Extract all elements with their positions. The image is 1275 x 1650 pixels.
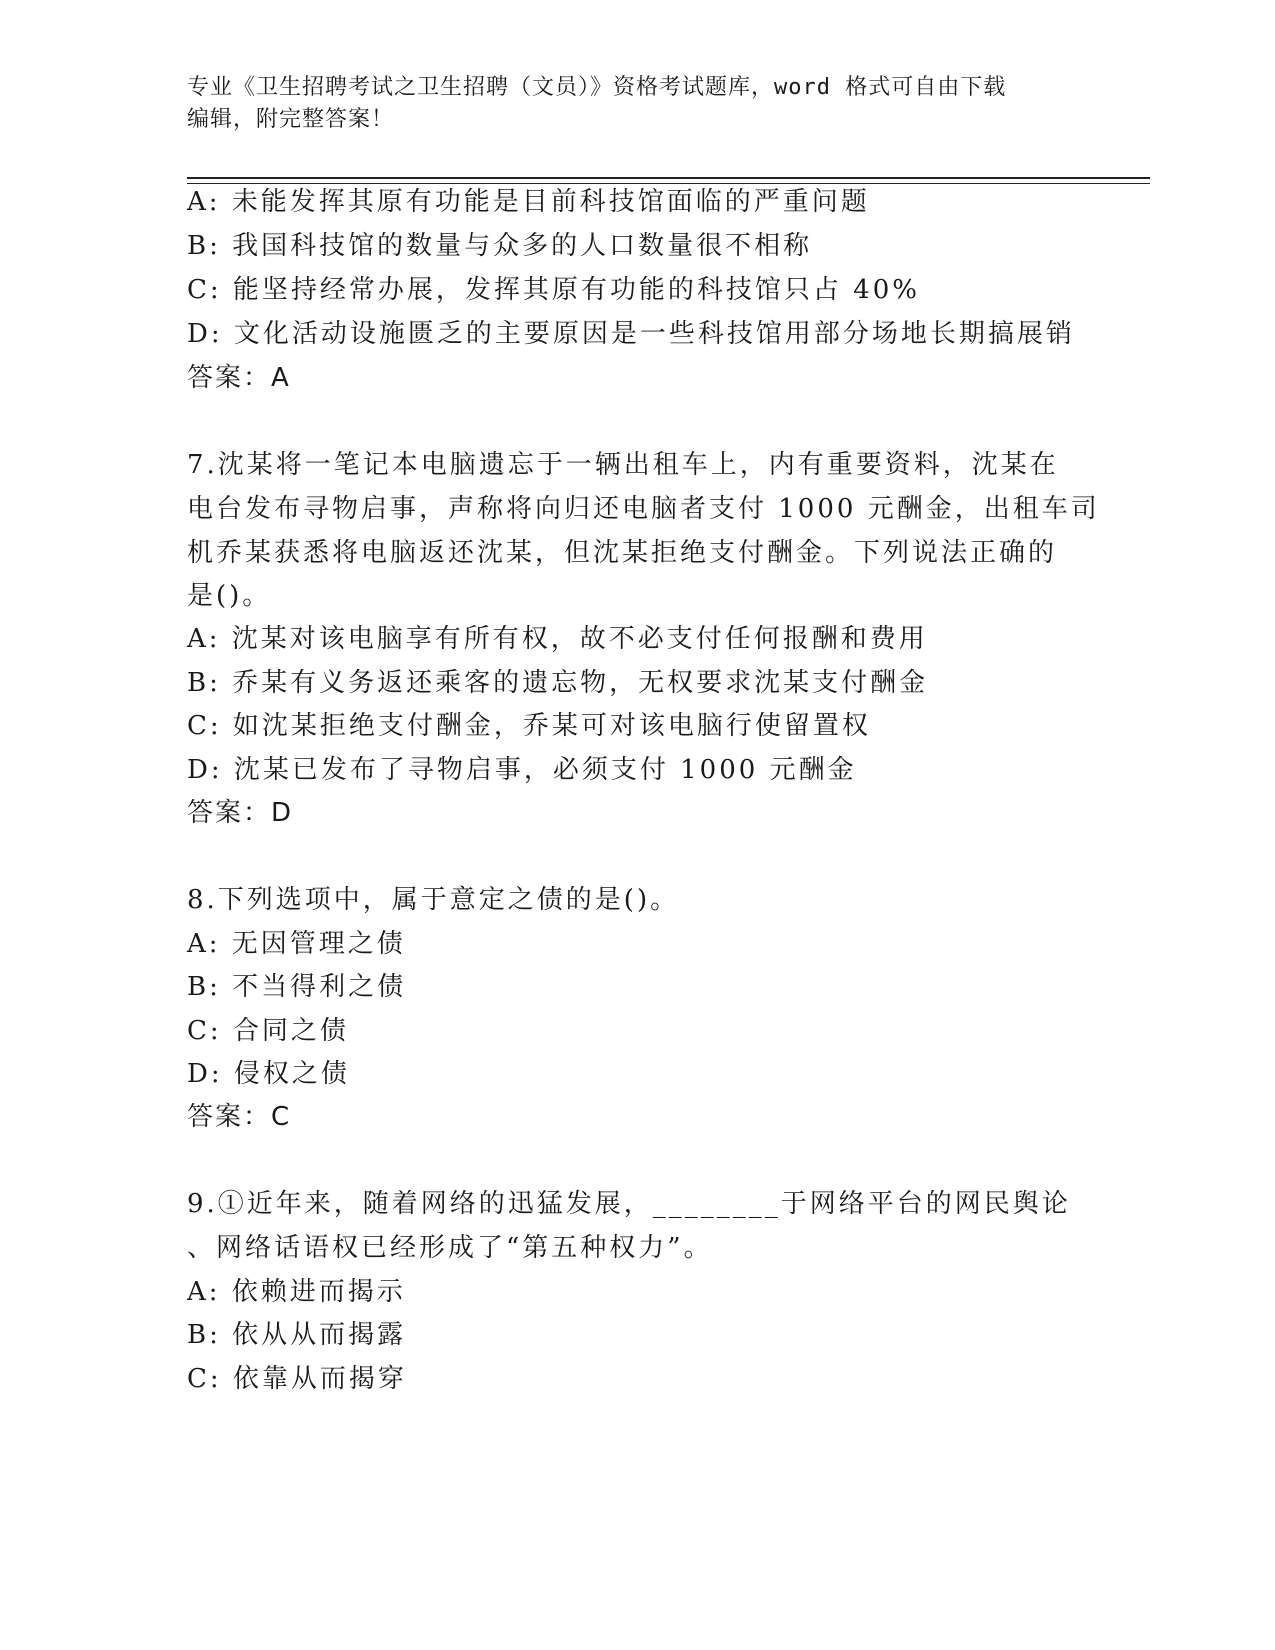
q7-option-a: A: 沈某对该电脑享有所有权，故不必支付任何报酬和费用 [187,624,928,654]
q6-answer: 答案：A [187,363,291,393]
q8-stem-line-1: 8.下列选项中，属于意定之债的是()。 [187,885,680,915]
document-header [187,72,1087,136]
header-divider-thin [187,183,1150,184]
q7-option-d: D: 沈某已发布了寻物启事，必须支付 1000 元酬金 [187,755,857,785]
q9-stem-line-2: 、网络话语权已经形成了“第五种权力”。 [187,1233,713,1263]
q7-option-c: C: 如沈某拒绝支付酬金，乔某可对该电脑行使留置权 [187,711,871,741]
q6-option-b: B: 我国科技馆的数量与众多的人口数量很不相称 [187,231,813,261]
q9-option-a: A: 依赖进而揭示 [187,1277,406,1307]
header-divider-thick [187,177,1150,179]
q6-option-a: A: 未能发挥其原有功能是目前科技馆面临的严重问题 [187,187,870,217]
q8-option-a: A: 无因管理之债 [187,929,406,959]
q6-option-d: D: 文化活动设施匮乏的主要原因是一些科技馆用部分场地长期搞展销 [187,319,1075,349]
q9-option-c: C: 依靠从而揭穿 [187,1364,407,1394]
q8-option-b: B: 不当得利之债 [187,972,407,1002]
q7-stem-line-1: 7.沈某将一笔记本电脑遗忘于一辆出租车上，内有重要资料，沈某在 [187,450,1059,480]
q6-option-c: C: 能坚持经常办展，发挥其原有功能的科技馆只占 40% [187,275,920,305]
q8-option-c: C: 合同之债 [187,1016,349,1046]
header-line-2: 编辑，附完整答案！ [187,107,395,132]
q7-stem-line-4: 是()。 [187,581,272,611]
q7-answer: 答案：D [187,798,294,828]
header-line-1: 专业《卫生招聘考试之卫生招聘（文员）》资格考试题库，word 格式可自由下载 [187,75,1007,100]
q8-answer: 答案：C [187,1102,292,1132]
q9-stem-line-1: 9.①近年来，随着网络的迅猛发展，________于网络平台的网民舆论 [187,1189,1071,1219]
q8-option-d: D: 侵权之债 [187,1059,350,1089]
q7-option-b: B: 乔某有义务返还乘客的遗忘物，无权要求沈某支付酬金 [187,668,929,698]
q7-stem-line-2: 电台发布寻物启事，声称将向归还电脑者支付 1000 元酬金，出租车司 [187,494,1100,524]
q7-stem-line-3: 机乔某获悉将电脑返还沈某，但沈某拒绝支付酬金。下列说法正确的 [187,538,1058,568]
q9-option-b: B: 依从从而揭露 [187,1320,407,1350]
